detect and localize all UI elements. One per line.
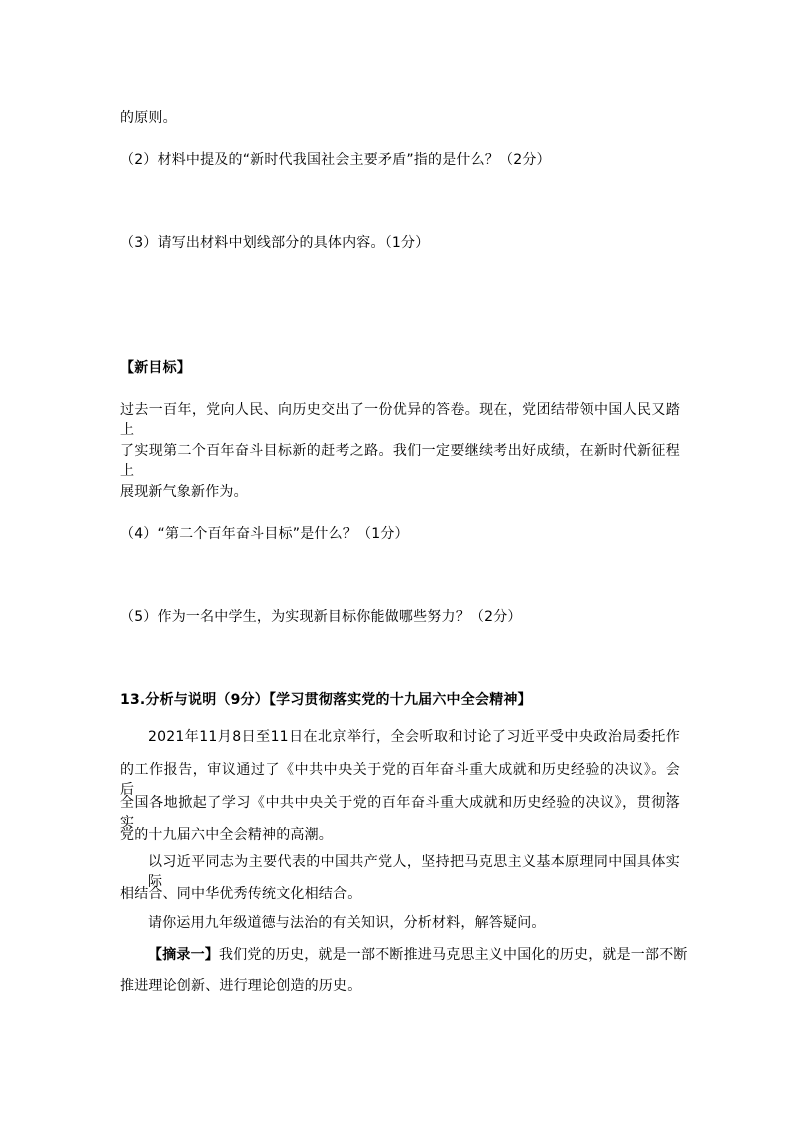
question-2: （2）材料中提及的“新时代我国社会主要矛盾”指的是什么？（2分） (120, 152, 551, 168)
paragraph-line-1: 过去一百年，党向人民、向历史交出了一份优异的答卷。现在，党团结带领中国人民又踏上 (120, 402, 680, 438)
text-line-principle: 的原则。 (120, 110, 177, 126)
material-line-1: 2021年11月8日至11日在北京举行，全会听取和讨论了习近平受中央政治局委托作 (148, 729, 680, 745)
material-line-5: 以习近平同志为主要代表的中国共产党人，坚持把马克思主义基本原理同中国具体实际 (148, 854, 680, 890)
paragraph-line-3: 展现新气象新作为。 (120, 484, 248, 500)
question-5: （5）作为一名中学生，为实现新目标你能做哪些努力？（2分） (120, 609, 522, 625)
paragraph-line-2: 了实现第二个百年奋斗目标新的赶考之路。我们一定要继续考出好成绩，在新时代新征程上 (120, 443, 680, 479)
material-line-3: 全国各地掀起了学习《中共中央关于党的百年奋斗重大成就和历史经验的决议》，贯彻落实 (120, 795, 680, 831)
material-line-6: 相结合、同中华优秀传统文化相结合。 (120, 886, 362, 902)
excerpt-1-label: 【摘录一】 (148, 947, 219, 963)
excerpt-1-line-1 (148, 945, 688, 965)
question-4: （4）“第二个百年奋斗目标”是什么？（1分） (120, 526, 409, 542)
excerpt-1-text: 我们党的历史，就是一部不断推进马克思主义中国化的历史，就是一部不断 (219, 947, 688, 963)
question-13-heading: 13.分析与说明（9分）【学习贯彻落实党的十九届六中全会精神】 (120, 692, 532, 708)
question-3: （3）请写出材料中划线部分的具体内容。（1分） (120, 235, 430, 251)
instruction-line: 请你运用九年级道德与法治的有关知识，分析材料，解答疑问。 (148, 915, 546, 931)
excerpt-1-line-2: 推进理论创新、进行理论创造的历史。 (120, 978, 362, 994)
material-line-4: 党的十九届六中全会精神的高潮。 (120, 827, 333, 843)
material-line-2: 的工作报告，审议通过了《中共中央关于党的百年奋斗重大成就和历史经验的决议》。会后， (120, 762, 680, 798)
section-heading-new-goal: 【新目标】 (120, 360, 191, 376)
